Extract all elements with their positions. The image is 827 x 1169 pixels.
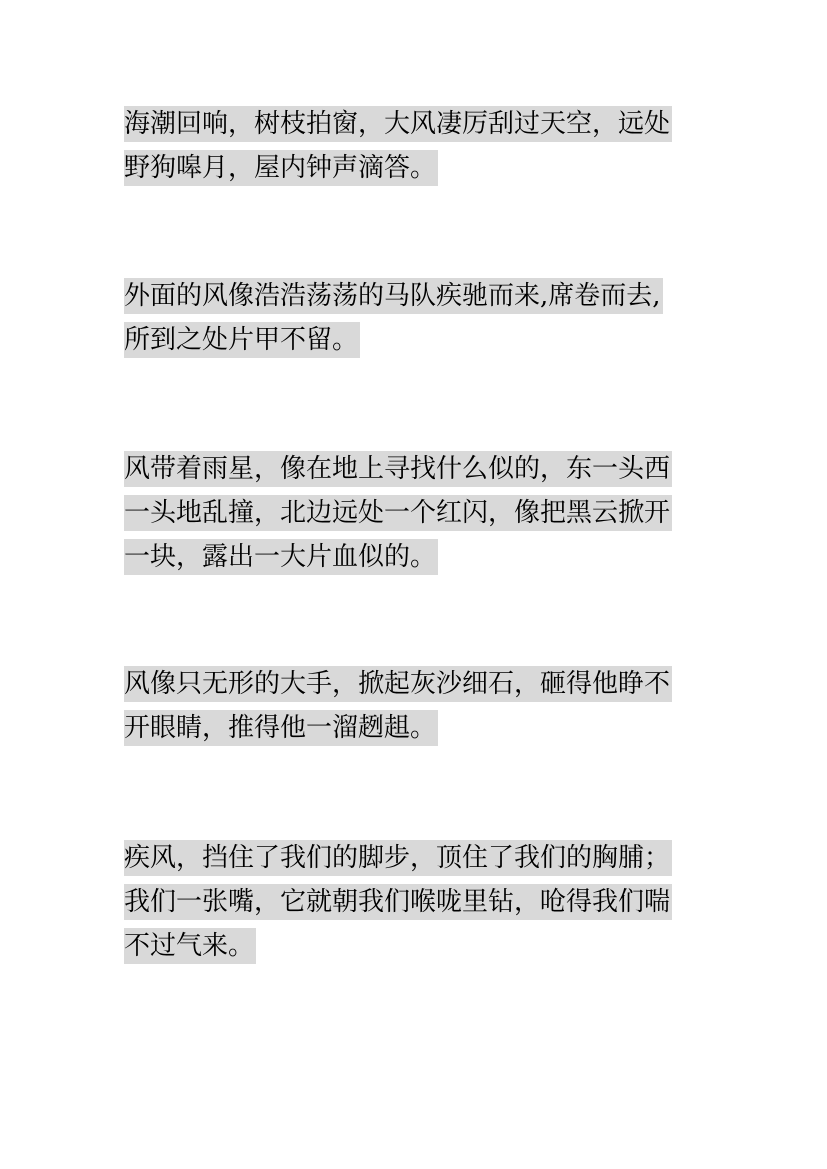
paragraph-line (124, 880, 734, 924)
paragraph-3 (124, 447, 734, 579)
paragraph-line (124, 836, 734, 880)
paragraph-line (124, 274, 734, 318)
highlighted-text: 海潮回响，树枝拍窗，大风凄厉刮过天空，远处 (124, 106, 672, 142)
paragraph-5 (124, 836, 734, 968)
paragraph-line (124, 924, 734, 968)
highlighted-text: 野狗嗥月，屋内钟声滴答。 (124, 150, 438, 186)
highlighted-text: 一头地乱撞，北边远处一个红闪，像把黑云掀开 (124, 495, 672, 531)
paragraph-line (124, 491, 734, 535)
highlighted-text: 一块，露出一大片血似的。 (124, 539, 438, 575)
paragraph-2 (124, 274, 734, 362)
highlighted-text: 不过气来。 (124, 928, 256, 964)
paragraph-1 (124, 102, 734, 190)
highlighted-text: 风像只无形的大手，掀起灰沙细石，砸得他睁不 (124, 666, 672, 702)
paragraph-line (124, 535, 734, 579)
paragraph-line (124, 102, 734, 146)
paragraph-line (124, 662, 734, 706)
paragraph-4 (124, 662, 734, 750)
paragraph-line (124, 706, 734, 750)
highlighted-text: 所到之处片甲不留。 (124, 322, 360, 358)
highlighted-text: 风带着雨星，像在地上寻找什么似的，东一头西 (124, 451, 672, 487)
paragraph-line (124, 447, 734, 491)
paragraph-line (124, 146, 734, 190)
paragraph-line (124, 318, 734, 362)
highlighted-text: 外面的风像浩浩荡荡的马队疾驰而来,席卷而去, (124, 278, 663, 314)
highlighted-text: 疾风，挡住了我们的脚步，顶住了我们的胸脯； (124, 840, 672, 876)
highlighted-text: 我们一张嘴，它就朝我们喉咙里钻，呛得我们喘 (124, 884, 672, 920)
highlighted-text: 开眼睛，推得他一溜趔趄。 (124, 710, 438, 746)
